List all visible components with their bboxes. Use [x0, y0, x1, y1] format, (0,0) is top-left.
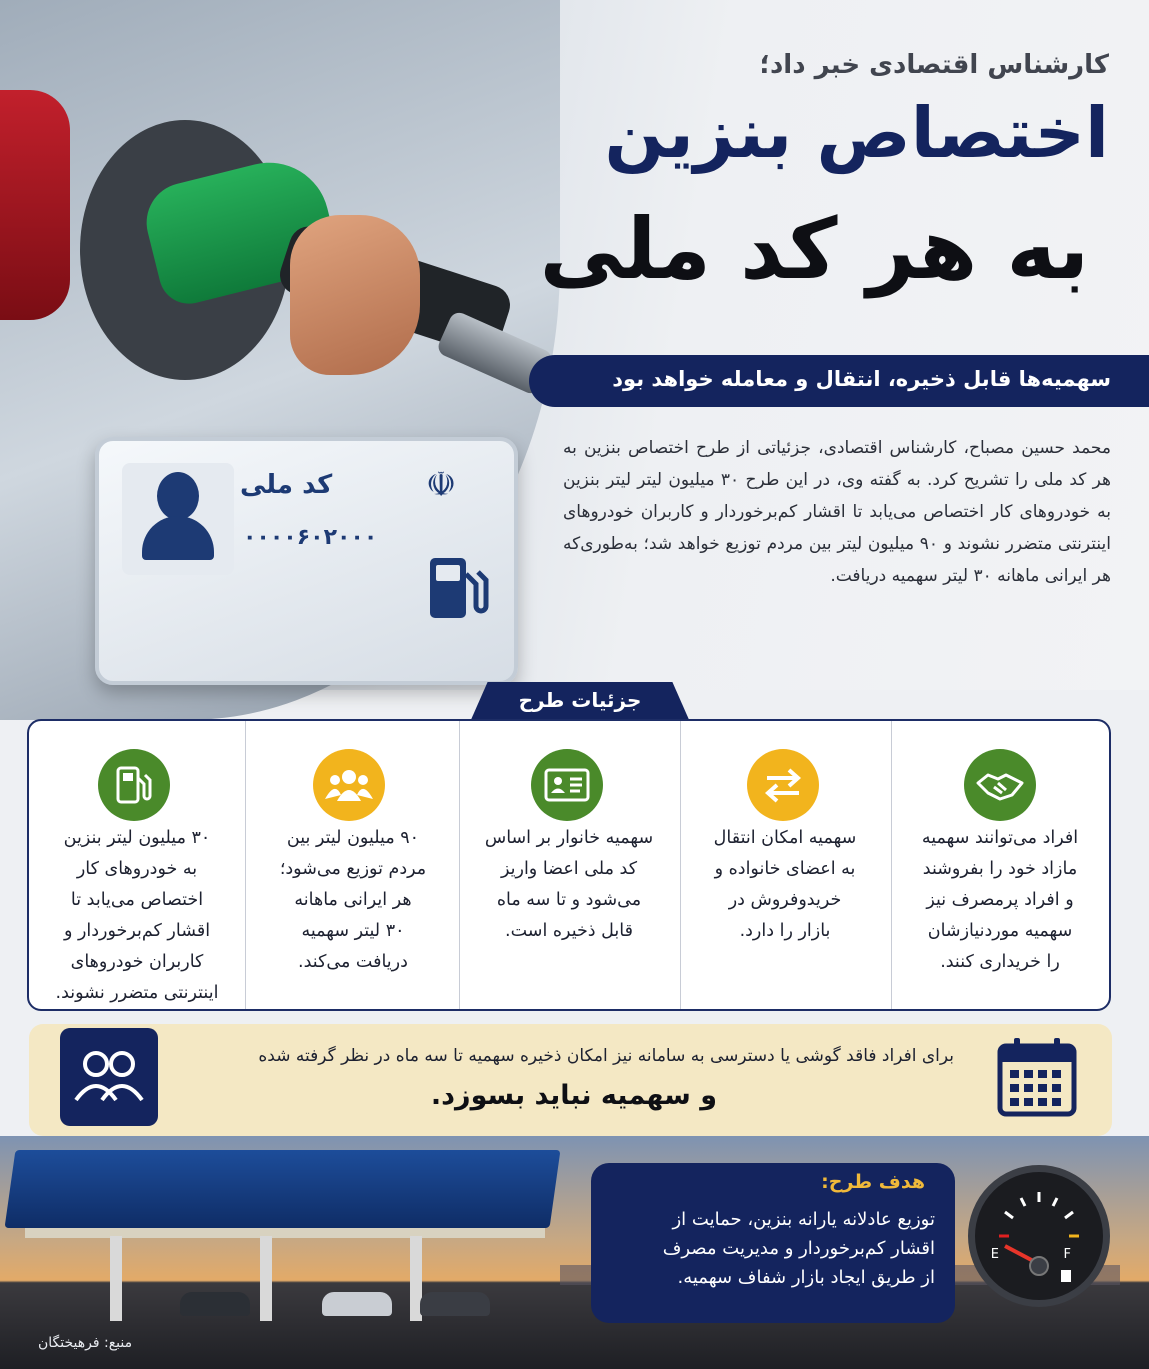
detail-line: سهمیه امکان انتقال — [713, 828, 857, 848]
details-label: جزئیات طرح — [518, 688, 642, 712]
id-card-icon — [531, 749, 603, 821]
detail-line: مردم توزیع می‌شود؛ — [279, 859, 427, 879]
goal-line: توزیع عادلانه یارانه بنزین، حمایت از — [672, 1209, 935, 1230]
detail-line: می‌شود و تا سه ماه — [496, 890, 642, 910]
gauge-empty-label: E — [990, 1247, 999, 1262]
detail-line: هر ایرانی ماهانه — [294, 890, 412, 910]
detail-line: ۹۰ میلیون لیتر بین — [286, 828, 420, 848]
detail-line: اقشار کم‌برخوردار و — [63, 921, 211, 941]
hand-image — [290, 215, 420, 375]
headline-line-1: اختصاص بنزین — [604, 92, 1109, 174]
fuel-gauge-icon — [968, 1165, 1110, 1307]
parked-car-image — [180, 1292, 250, 1316]
parked-car-image — [420, 1292, 490, 1316]
fuel-pump-icon — [420, 550, 496, 626]
detail-line: و افراد پرمصرف نیز — [926, 890, 1074, 910]
detail-text-2 — [684, 823, 886, 947]
notice-line-2: و سهمیه نباید بسوزد. — [430, 1080, 717, 1111]
details-panel — [27, 719, 1111, 1011]
detail-line: کد ملی اعضا واریز — [500, 859, 638, 879]
goal-text — [595, 1205, 935, 1292]
detail-line: دریافت می‌کند. — [298, 952, 408, 972]
goal-line: از طریق ایجاد بازار شفاف سهمیه. — [677, 1267, 935, 1288]
detail-line: سهمیه موردنیازشان — [927, 921, 1073, 941]
station-canopy-image — [5, 1150, 561, 1228]
calendar-icon — [996, 1036, 1078, 1118]
column-divider — [245, 721, 246, 1009]
goal-line: اقشار کم‌برخوردار و مدیریت مصرف — [662, 1238, 935, 1259]
iran-emblem-icon: ☫ — [425, 465, 457, 505]
transfer-arrows-icon — [747, 749, 819, 821]
detail-line: مازاد خود را بفروشند — [922, 859, 1078, 879]
detail-line: ۳۰ میلیون لیتر بنزین — [63, 828, 211, 848]
column-divider — [459, 721, 460, 1009]
canopy-lights-image — [25, 1228, 545, 1238]
column-divider — [680, 721, 681, 1009]
person-head-icon — [157, 472, 199, 520]
people-group-icon — [313, 749, 385, 821]
detail-line: قابل ذخیره است. — [505, 921, 633, 941]
gauge-full-label: F — [1063, 1247, 1071, 1262]
detail-line: بازار را دارد. — [739, 921, 831, 941]
detail-line: ۳۰ لیتر سهمیه — [301, 921, 405, 941]
notice-line-1: برای افراد فاقد گوشی یا دسترسی به سامانه نیز امکان ذخیره سهمیه تا سه ماه در نظر گرفته شده — [258, 1046, 954, 1066]
headline-line-2: به هر کد ملی — [539, 200, 1089, 298]
detail-line: سهمیه خانوار بر اساس — [484, 828, 654, 848]
detail-text-5 — [33, 823, 241, 1009]
car-taillight-image — [0, 90, 70, 320]
handshake-icon — [964, 749, 1036, 821]
fuel-pump-icon — [98, 749, 170, 821]
kicker-text: کارشناس اقتصادی خبر داد؛ — [759, 50, 1109, 80]
detail-line: را خریداری کنند. — [940, 952, 1060, 972]
id-card-label: کد ملی — [240, 470, 333, 500]
subtitle-text: سهمیه‌ها قابل ذخیره، انتقال و معامله خواهد بود — [612, 367, 1111, 391]
detail-text-4 — [251, 823, 455, 978]
detail-text-3 — [463, 823, 675, 947]
goal-title: هدف طرح: — [821, 1171, 925, 1193]
canopy-pillar — [260, 1236, 272, 1321]
id-card-number: ۰۰۰۰۶۰۲۰۰۰ — [243, 525, 378, 550]
canopy-pillar — [110, 1236, 122, 1321]
column-divider — [891, 721, 892, 1009]
detail-text-1 — [897, 823, 1103, 978]
detail-line: به اعضای خانواده و — [714, 859, 856, 879]
detail-line: اختصاص می‌یابد تا — [70, 890, 204, 910]
fuel-pump-icon — [1061, 1270, 1071, 1282]
source-credit: منبع: فرهیختگان — [38, 1335, 133, 1351]
parked-car-image — [322, 1292, 392, 1316]
intro-paragraph: محمد حسین مصباح، کارشناس اقتصادی، جزئیاتی از طرح اختصاص بنزین به هر کد ملی را تشریح کرد. به گفته وی، در این طرح ۳۰ میلیون لیتر لیتر بنزین به خودروهای کار اختصاص می‌یابد تا اقشار کم‌برخوردار و کاربران خودروهای اینترنتی متضرر نشوند و ۹۰ میلیون لیتر بین مردم توزیع خواهد شد؛ به‌طوری‌که هر ایرانی ماهانه ۳۰ لیتر سهمیه دریافت. — [563, 438, 1111, 586]
detail-line: کاربران خودروهای — [70, 952, 204, 972]
detail-line: خریدوفروش در — [728, 890, 842, 910]
users-icon — [60, 1028, 158, 1126]
detail-line: اینترنتی متضرر نشوند. — [55, 983, 219, 1003]
detail-line: به خودروهای کار — [76, 859, 198, 879]
detail-line: افراد می‌توانند سهمیه — [921, 828, 1079, 848]
